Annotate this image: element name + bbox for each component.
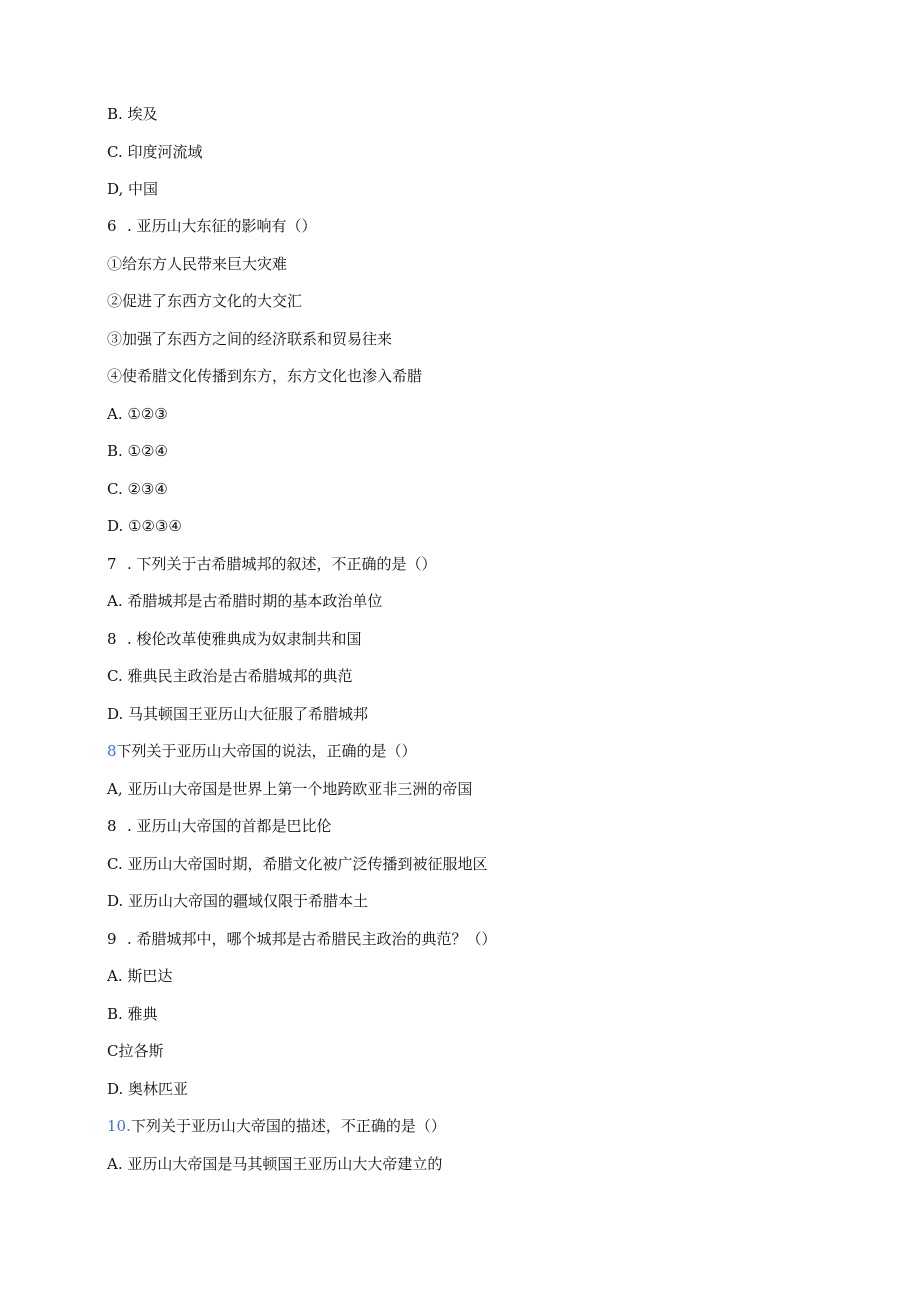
option-line bbox=[107, 441, 168, 461]
line-text: . 亚历山大帝国的首都是巴比伦 bbox=[127, 817, 332, 835]
question-line bbox=[107, 816, 332, 836]
option-line bbox=[107, 779, 472, 799]
option-line bbox=[107, 704, 368, 724]
question-number: 8 bbox=[107, 630, 117, 648]
line-text: A. 希腊城邦是古希腊时期的基本政治单位 bbox=[107, 592, 383, 610]
statement-line bbox=[107, 291, 302, 311]
line-text: C. 雅典民主政治是古希腊城邦的典范 bbox=[107, 667, 353, 685]
statement-line bbox=[107, 254, 287, 274]
question-line bbox=[107, 216, 317, 236]
question-line bbox=[107, 929, 497, 949]
question-number: 7 bbox=[107, 555, 117, 573]
line-text: D. 马其顿国王亚历山大征服了希腊城邦 bbox=[107, 705, 369, 723]
line-text: A, 亚历山大帝国是世界上第一个地跨欧亚非三洲的帝国 bbox=[107, 780, 473, 798]
line-text: D. ①②③④ bbox=[107, 517, 182, 535]
option-line bbox=[107, 479, 168, 499]
option-line bbox=[107, 591, 382, 611]
option-line bbox=[107, 142, 202, 162]
question-number: 6 bbox=[107, 217, 117, 235]
question-line bbox=[107, 741, 417, 761]
line-text: ②促进了东西方文化的大交汇 bbox=[107, 292, 303, 310]
statement-line bbox=[107, 329, 392, 349]
line-text: ①给东方人民带来巨大灾难 bbox=[107, 255, 288, 273]
option-line bbox=[107, 1041, 163, 1061]
question-number: 8 bbox=[107, 817, 117, 835]
question-line bbox=[107, 629, 362, 649]
line-text: B. 雅典 bbox=[107, 1005, 158, 1023]
question-number: 9 bbox=[107, 930, 117, 948]
line-text: 下列关于亚历山大帝国的说法，正确的是（） bbox=[116, 742, 417, 760]
line-text: A. 斯巴达 bbox=[107, 967, 173, 985]
statement-line bbox=[107, 366, 422, 386]
question-line bbox=[107, 554, 437, 574]
option-line bbox=[107, 966, 172, 986]
option-line bbox=[107, 404, 168, 424]
line-text: 下列关于亚历山大帝国的描述，不正确的是（） bbox=[130, 1117, 446, 1135]
line-text: A. 亚历山大帝国是马其顿国王亚历山大大帝建立的 bbox=[107, 1155, 443, 1173]
option-line bbox=[107, 516, 182, 536]
option-line bbox=[107, 854, 487, 874]
line-text: C. 亚历山大帝国时期，希腊文化被广泛传播到被征服地区 bbox=[107, 855, 488, 873]
line-text: B. 埃及 bbox=[107, 105, 158, 123]
line-text: . 下列关于古希腊城邦的叙述，不正确的是（） bbox=[127, 555, 437, 573]
line-text: D. 亚历山大帝国的疆域仅限于希腊本土 bbox=[107, 892, 369, 910]
line-text: . 亚历山大东征的影响有（） bbox=[127, 217, 317, 235]
line-text: ③加强了东西方之间的经济联系和贸易往来 bbox=[107, 330, 393, 348]
line-text: . 梭伦改革使雅典成为奴隶制共和国 bbox=[127, 630, 362, 648]
line-text: . 希腊城邦中，哪个城邦是古希腊民主政治的典范？（） bbox=[127, 930, 497, 948]
option-line bbox=[107, 891, 368, 911]
question-number: 10. bbox=[107, 1117, 131, 1135]
line-text: C. ②③④ bbox=[107, 480, 168, 498]
line-text: C拉各斯 bbox=[107, 1042, 164, 1060]
option-line bbox=[107, 179, 158, 199]
question-number: 8 bbox=[107, 742, 117, 760]
line-text: C. 印度河流域 bbox=[107, 143, 203, 161]
line-text: D, 中国 bbox=[107, 180, 159, 198]
option-line bbox=[107, 1154, 442, 1174]
option-line bbox=[107, 1079, 188, 1099]
question-line bbox=[107, 1116, 446, 1136]
line-text: D. 奥林匹亚 bbox=[107, 1080, 189, 1098]
line-text: B. ①②④ bbox=[107, 442, 168, 460]
option-line bbox=[107, 104, 158, 124]
line-text: A. ①②③ bbox=[107, 405, 168, 423]
option-line bbox=[107, 1004, 158, 1024]
option-line bbox=[107, 666, 352, 686]
line-text: ④使希腊文化传播到东方，东方文化也渗入希腊 bbox=[107, 367, 423, 385]
